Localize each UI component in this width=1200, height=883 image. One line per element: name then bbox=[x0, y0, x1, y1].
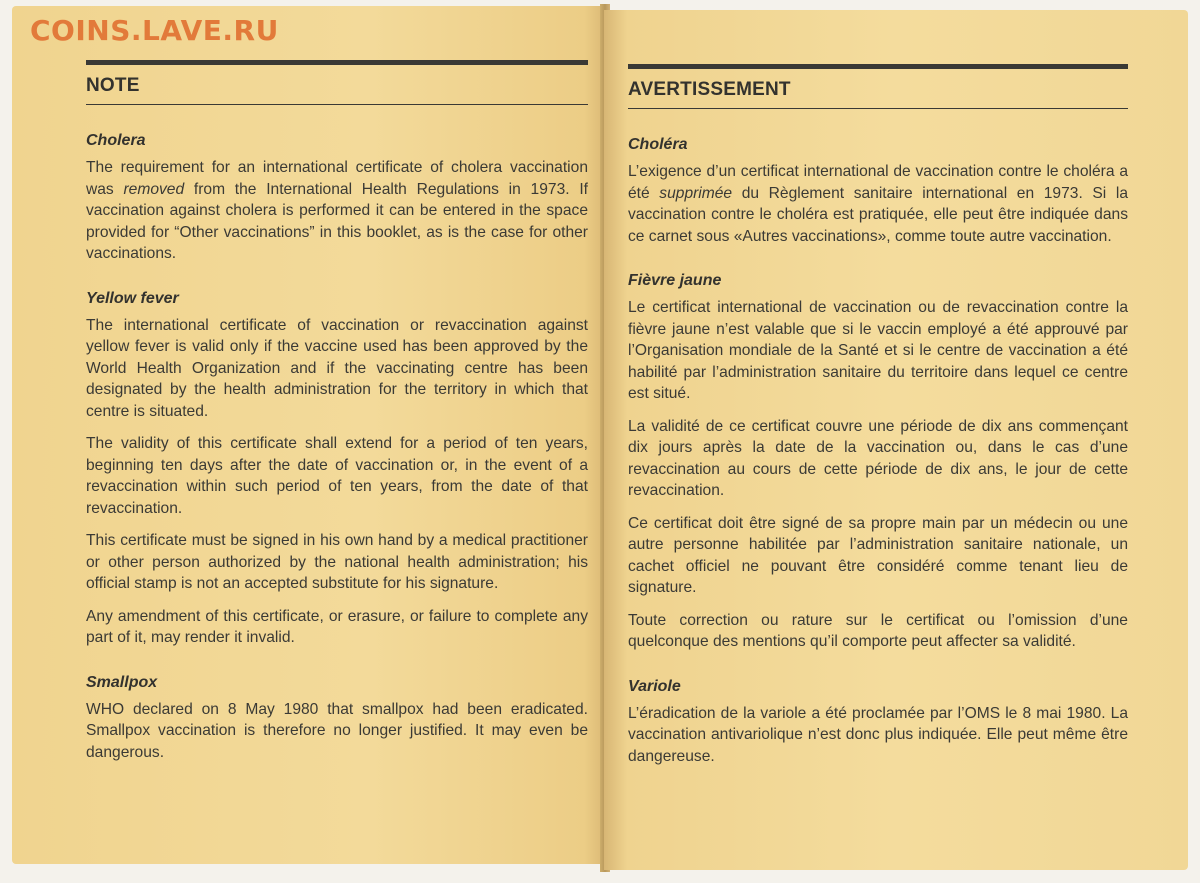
paragraph-text: The requirement for an international certificate of cholera vaccination was bbox=[86, 159, 588, 198]
page-heading: AVERTISSEMENT bbox=[628, 79, 791, 100]
section-variole bbox=[628, 677, 1128, 768]
emphasis-text: supprimée bbox=[659, 184, 733, 202]
section-fievre-jaune bbox=[628, 271, 1128, 653]
paragraph bbox=[628, 161, 1128, 247]
left-column bbox=[86, 60, 588, 787]
section-title: Yellow fever bbox=[86, 289, 179, 307]
section-yellow-fever bbox=[86, 289, 588, 649]
paragraph: This certificate must be signed in his own hand by a medical practitioner or other person authorized by the national health administration; his official stamp is not an accepted substitute for his signature. bbox=[86, 532, 588, 592]
heading-rule bbox=[86, 104, 588, 105]
heading-rule bbox=[628, 108, 1128, 109]
page-heading: NOTE bbox=[86, 75, 140, 96]
section-title: Choléra bbox=[628, 136, 688, 153]
paragraph: Toute correction ou rature sur le certificat ou l’omission d’une quelconque des mentions qu’il comporte peut affecter sa validité. bbox=[628, 611, 1128, 650]
paragraph-text: L’exigence d’un certificat international de vaccination contre le choléra a été bbox=[628, 163, 1128, 202]
section-title: Cholera bbox=[86, 132, 146, 149]
section-title: Variole bbox=[628, 677, 681, 695]
paragraph: Any amendment of this certificate, or erasure, or failure to complete any part of it, may render it invalid. bbox=[86, 607, 588, 646]
paragraph: The international certificate of vaccination or revaccination against yellow fever is valid only if the vaccine used has been approved by the World Health Organization and if the vaccinating centre has been designated by the health administration for the territory in which that centre is situated. bbox=[86, 316, 588, 420]
paragraph: WHO declared on 8 May 1980 that smallpox had been eradicated. Smallpox vaccination is therefore no longer justified. It may even be dangerous. bbox=[86, 700, 588, 761]
right-page bbox=[604, 10, 1188, 870]
section-cholera bbox=[86, 131, 588, 265]
paragraph bbox=[86, 157, 588, 265]
watermark: COINS.LAVE.RU bbox=[30, 14, 279, 47]
emphasis-text: removed bbox=[123, 180, 185, 198]
right-column bbox=[628, 64, 1128, 791]
top-rule bbox=[86, 60, 588, 65]
left-page bbox=[12, 6, 608, 864]
top-rule bbox=[628, 64, 1128, 69]
section-cholera-fr bbox=[628, 135, 1128, 247]
section-smallpox bbox=[86, 673, 588, 764]
section-title: Fièvre jaune bbox=[628, 272, 722, 289]
paragraph-text: du Règlement sanitaire international en 1973. Si la vaccination contre le choléra est pratiquée, elle peut être indiquée dans ce carnet sous «Autres vaccinations», comme toute autre vaccination. bbox=[628, 184, 1129, 245]
section-title: Smallpox bbox=[86, 673, 158, 691]
paragraph: Le certificat international de vaccination ou de revaccination contre la fièvre jaune n’est valable que si le vaccin employé a été approuvé par l’Organisation mondiale de la Santé et si le centre de vaccination a été habilité par l’administration sanitaire du territoire dans lequel ce centre est situé. bbox=[628, 299, 1128, 402]
paragraph: L’éradication de la variole a été proclamée par l’OMS le 8 mai 1980. La vaccination antivariolique n’est donc plus indiquée. Elle peut même être dangereuse. bbox=[628, 704, 1128, 765]
paragraph-text: from the International Health Regulations in 1973. If vaccination against cholera is performed it can be entered in the space provided for “Other vaccinations” in this booklet, as is the case for other vaccinations. bbox=[86, 180, 588, 262]
paragraph: La validité de ce certificat couvre une période de dix ans commençant dix jours après la date de la vaccination ou, dans le cas d’une revaccination au cours de cette période de dix ans, le jour de cette revaccination. bbox=[628, 417, 1128, 499]
paragraph: Ce certificat doit être signé de sa propre main par un médecin ou une autre personne habilitée par l’administration sanitaire nationale, un cachet officiel ne pouvant être considéré comme tenant lieu de signature. bbox=[628, 514, 1128, 596]
paragraph: The validity of this certificate shall extend for a period of ten years, beginning ten days after the date of vaccination or, in the event of a revaccination within such period of ten years, from the date of that revaccination. bbox=[86, 435, 588, 517]
